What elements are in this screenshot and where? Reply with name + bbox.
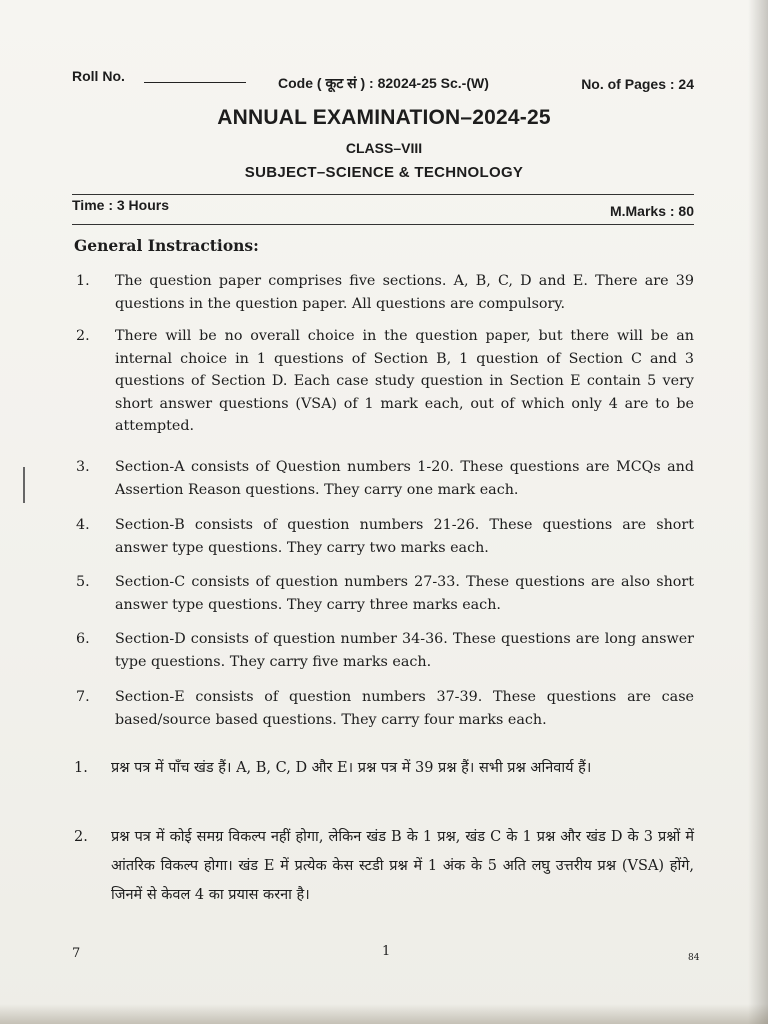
paper-code: Code ( कूट सं ) : 82024-25 Sc.-(W) bbox=[278, 75, 489, 91]
max-marks-label: M.Marks : 80 bbox=[609, 203, 694, 219]
page-number: 1 bbox=[382, 944, 391, 959]
bottom-edge-shadow bbox=[0, 1004, 768, 1024]
instruction-item bbox=[74, 325, 694, 438]
subject-label: SUBJECT–SCIENCE & TECHNOLOGY bbox=[244, 164, 524, 181]
footer-left-number: 7 bbox=[72, 946, 81, 961]
instruction-number: 3. bbox=[76, 459, 90, 475]
instruction-item bbox=[74, 571, 694, 616]
divider-top bbox=[72, 194, 694, 195]
instruction-text: Section-B consists of question numbers 21-26. These questions are short answer type questions. They carry two marks each. bbox=[115, 517, 694, 556]
roll-number-label: Roll No. bbox=[72, 68, 125, 84]
instruction-number: 5. bbox=[76, 574, 90, 590]
instruction-text: Section-E consists of question numbers 37-39. These questions are case based/source based questions. They carry four marks each. bbox=[115, 689, 694, 728]
instruction-number: 1. bbox=[76, 273, 90, 289]
hindi-instruction-item bbox=[74, 754, 694, 783]
page-edge-shadow bbox=[748, 0, 768, 1024]
instruction-text: Section-A consists of Question numbers 1-20. These questions are MCQs and Assertion Reason questions. They carry one mark each. bbox=[115, 459, 694, 498]
paper-header bbox=[72, 66, 694, 92]
instructions-heading: General Instractions: bbox=[74, 236, 259, 255]
class-label: CLASS–VIII bbox=[345, 140, 423, 156]
instruction-item bbox=[74, 628, 694, 673]
instruction-number: 6. bbox=[76, 631, 90, 647]
instruction-item bbox=[74, 514, 694, 559]
page-count: No. of Pages : 24 bbox=[581, 76, 694, 92]
hindi-instruction-number: 1. bbox=[74, 760, 88, 776]
roll-number-blank bbox=[144, 82, 246, 83]
divider-bottom bbox=[72, 224, 694, 225]
instruction-number: 2. bbox=[76, 328, 90, 344]
exam-title: ANNUAL EXAMINATION–2024-25 bbox=[217, 106, 551, 129]
instruction-text: Section-D consists of question number 34-36. These questions are long answer type questions. They carry five marks each. bbox=[115, 631, 694, 670]
margin-pen-mark bbox=[23, 467, 25, 503]
footer-right-number: 84 bbox=[688, 953, 700, 963]
instruction-number: 7. bbox=[76, 689, 90, 705]
instruction-text: There will be no overall choice in the question paper, but there will be an internal choice in 1 questions of Section B, 1 question of Section C and 3 questions of Section D. Each case study question in Section E contain 5 very short answer questions (VSA) of 1 mark each, out of which only 4 are to be attempted. bbox=[115, 328, 694, 434]
hindi-instruction-item bbox=[74, 823, 694, 910]
instruction-item bbox=[74, 270, 694, 315]
time-label: Time : 3 Hours bbox=[72, 197, 169, 213]
instruction-item bbox=[74, 456, 694, 501]
instruction-text: The question paper comprises five sections. A, B, C, D and E. There are 39 questions in the question paper. All questions are compulsory. bbox=[115, 273, 694, 312]
hindi-instruction-number: 2. bbox=[74, 829, 88, 845]
instruction-text: Section-C consists of question numbers 27-33. These questions are also short answer type questions. They carry three marks each. bbox=[115, 574, 694, 613]
instruction-number: 4. bbox=[76, 517, 90, 533]
hindi-instruction-text: प्रश्न पत्र में पाँच खंड हैं। A, B, C, D और E। प्रश्न पत्र में 39 प्रश्न हैं। सभी प्रश्न अनिवार्य हैं। bbox=[111, 760, 592, 776]
instruction-item bbox=[74, 686, 694, 731]
hindi-instruction-text: प्रश्न पत्र में कोई समग्र विकल्प नहीं होगा, लेकिन खंड B के 1 प्रश्न, खंड C के 1 प्रश्न और खंड D के 3 प्रश्नों में आंतरिक विकल्प होगा। खंड E में प्रत्येक केस स्टडी प्रश्न में 1 अंक के 5 अति लघु उत्तरीय प्रश्न (VSA) होंगे, जिनमें से केवल 4 का प्रयास करना है। bbox=[111, 829, 694, 903]
